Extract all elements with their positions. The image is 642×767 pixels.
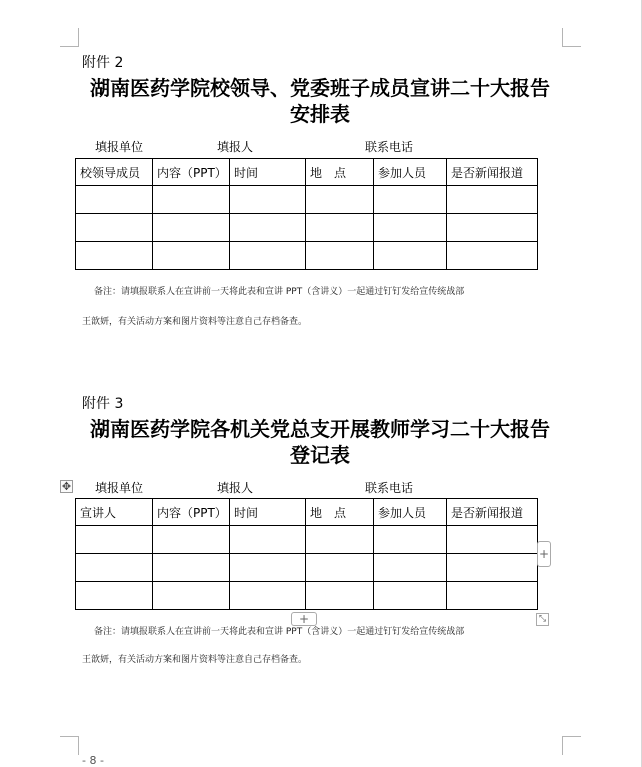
table-header-cell[interactable]: 内容（PPT） bbox=[153, 159, 230, 186]
table-cell[interactable] bbox=[374, 214, 447, 242]
table-header-cell[interactable]: 参加人员 bbox=[374, 159, 447, 186]
table-row bbox=[76, 214, 538, 242]
fill-label-phone: 联系电话 bbox=[365, 481, 414, 495]
table-cell[interactable] bbox=[153, 526, 230, 554]
table-cell[interactable] bbox=[76, 186, 153, 214]
remark-note-continued: 王歆妍，有关活动方案和图片资料等注意自己存档备查。 bbox=[82, 317, 308, 327]
table-cell[interactable] bbox=[374, 582, 447, 610]
table-cell[interactable] bbox=[76, 582, 153, 610]
table-cell[interactable] bbox=[447, 554, 538, 582]
page-corner-mark bbox=[562, 736, 581, 755]
table-row bbox=[76, 582, 538, 610]
arrangement-table bbox=[75, 158, 538, 270]
table-cell[interactable] bbox=[153, 582, 230, 610]
table-cell[interactable] bbox=[306, 186, 374, 214]
annex-label: 附件 3 bbox=[82, 396, 124, 412]
document-subtitle: 安排表 bbox=[290, 102, 350, 126]
table-cell[interactable] bbox=[306, 526, 374, 554]
table-header-cell[interactable]: 地 点 bbox=[306, 159, 374, 186]
fill-label-phone: 联系电话 bbox=[365, 140, 414, 154]
annex-label: 附件 2 bbox=[82, 55, 124, 71]
table-header-cell[interactable]: 宣讲人 bbox=[76, 499, 153, 526]
add-column-button[interactable] bbox=[537, 541, 551, 567]
table-cell[interactable] bbox=[447, 582, 538, 610]
table-cell[interactable] bbox=[76, 242, 153, 270]
table-header-cell[interactable]: 时间 bbox=[230, 499, 306, 526]
add-row-button[interactable] bbox=[291, 612, 317, 626]
remark-note-continued: 王歆妍，有关活动方案和图片资料等注意自己存档备查。 bbox=[82, 655, 308, 665]
table-header-cell[interactable]: 地 点 bbox=[306, 499, 374, 526]
table-cell[interactable] bbox=[76, 214, 153, 242]
table-cell[interactable] bbox=[153, 214, 230, 242]
plus-icon: + bbox=[538, 547, 550, 561]
table-cell[interactable] bbox=[230, 554, 306, 582]
page-corner-mark bbox=[562, 28, 581, 47]
table-cell[interactable] bbox=[76, 526, 153, 554]
plus-icon: + bbox=[298, 612, 310, 626]
fill-label-unit: 填报单位 bbox=[95, 140, 144, 154]
document-title: 湖南医药学院校领导、党委班子成员宣讲二十大报告 bbox=[90, 76, 550, 100]
table-cell[interactable] bbox=[447, 186, 538, 214]
document-subtitle: 登记表 bbox=[290, 443, 350, 467]
table-cell[interactable] bbox=[153, 242, 230, 270]
table-header-cell[interactable]: 是否新闻报道 bbox=[447, 499, 538, 526]
fill-in-row bbox=[95, 479, 545, 495]
page-number: - 8 - bbox=[82, 754, 104, 767]
fill-in-row bbox=[95, 138, 545, 154]
registration-table bbox=[75, 498, 538, 610]
table-header-cell[interactable]: 校领导成员 bbox=[76, 159, 153, 186]
remark-note: 备注：请填报联系人在宣讲前一天将此表和宣讲 PPT（含讲义）一起通过钉钉发给宣传统战部 bbox=[94, 627, 465, 637]
table-header-cell[interactable]: 内容（PPT） bbox=[153, 499, 230, 526]
page-corner-mark bbox=[60, 736, 79, 755]
table-header-row bbox=[76, 499, 538, 526]
table-cell[interactable] bbox=[230, 582, 306, 610]
fill-label-person: 填报人 bbox=[217, 481, 254, 495]
table-header-cell[interactable]: 是否新闻报道 bbox=[447, 159, 538, 186]
table-cell[interactable] bbox=[230, 526, 306, 554]
table-row bbox=[76, 526, 538, 554]
table-cell[interactable] bbox=[306, 554, 374, 582]
table-cell[interactable] bbox=[153, 554, 230, 582]
table-cell[interactable] bbox=[374, 242, 447, 270]
table-cell[interactable] bbox=[374, 554, 447, 582]
table-cell[interactable] bbox=[230, 214, 306, 242]
remark-note: 备注：请填报联系人在宣讲前一天将此表和宣讲 PPT（含讲义）一起通过钉钉发给宣传统战部 bbox=[94, 287, 465, 297]
document-title: 湖南医药学院各机关党总支开展教师学习二十大报告 bbox=[90, 417, 550, 441]
table-cell[interactable] bbox=[447, 242, 538, 270]
table-header-row bbox=[76, 159, 538, 186]
fill-label-unit: 填报单位 bbox=[95, 481, 144, 495]
table-cell[interactable] bbox=[374, 526, 447, 554]
page-corner-mark bbox=[60, 28, 79, 47]
table-header-cell[interactable]: 时间 bbox=[230, 159, 306, 186]
fill-label-person: 填报人 bbox=[217, 140, 254, 154]
table-row bbox=[76, 242, 538, 270]
move-icon[interactable]: ✥ bbox=[61, 480, 72, 493]
table-row bbox=[76, 186, 538, 214]
table-cell[interactable] bbox=[230, 242, 306, 270]
table-cell[interactable] bbox=[447, 214, 538, 242]
table-cell[interactable] bbox=[76, 554, 153, 582]
table-header-cell[interactable]: 参加人员 bbox=[374, 499, 447, 526]
table-cell[interactable] bbox=[374, 186, 447, 214]
table-cell[interactable] bbox=[306, 214, 374, 242]
table-cell[interactable] bbox=[447, 526, 538, 554]
table-cell[interactable] bbox=[306, 582, 374, 610]
table-row bbox=[76, 554, 538, 582]
table-cell[interactable] bbox=[230, 186, 306, 214]
table-cell[interactable] bbox=[306, 242, 374, 270]
resize-icon[interactable]: ⤡ bbox=[536, 613, 549, 626]
table-cell[interactable] bbox=[153, 186, 230, 214]
